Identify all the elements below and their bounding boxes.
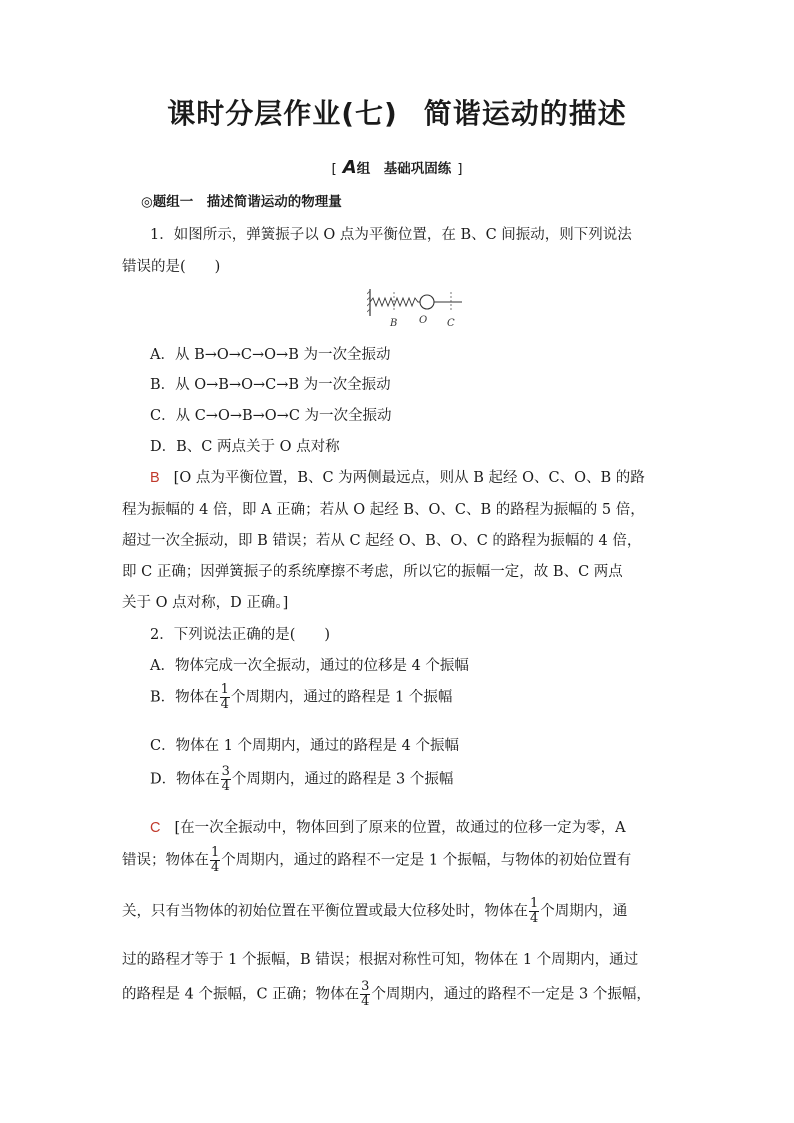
- q2-explanation-line2: [122, 846, 631, 875]
- q1-explanation-line4: 即 C 正确；因弹簧振子的系统摩擦不考虑，所以它的振幅一定，故 B、C 两点: [122, 564, 623, 580]
- oscillator-ball: [420, 295, 434, 309]
- q2-expl3-pre: 关，只有当物体的初始位置在平衡位置或最大位移处时，物体在: [122, 903, 528, 920]
- q2-expl-text1: [在一次全振动中，物体回到了原来的位置，故通过的位移一定为零，A: [174, 820, 626, 836]
- q1-explanation-line3: 超过一次全振动，即 B 错误；若从 C 起经 O、B、O、C 的路程为振幅的 4 倍，: [122, 533, 642, 549]
- q1-stem-line2: 错误的是( ): [122, 259, 221, 275]
- q2-expl2-post: 个周期内，通过的路程不一定是 1 个振幅，与物体的初始位置有: [221, 852, 632, 869]
- fraction-three-quarter: $\frac{3}{4}$: [361, 979, 370, 1009]
- q2-explanation-line4: 过的路程才等于 1 个振幅，B 错误；根据对称性可知，物体在 1 个周期内，通过: [122, 952, 639, 968]
- group-bracket-right: ]: [457, 161, 463, 177]
- q1-option-d: D．B、C 两点关于 O 点对称: [150, 439, 340, 455]
- q2-expl5-pre: 的路程是 4 个振幅，C 正确；物体在: [122, 986, 360, 1003]
- q2-expl2-pre: 错误；物体在: [122, 852, 209, 869]
- q2-option-c: C．物体在 1 个周期内，通过的路程是 4 个振幅: [150, 738, 459, 754]
- q2-expl3-post: 个周期内，通: [540, 903, 628, 920]
- fraction-one-quarter: $\frac{1}{4}$: [220, 682, 229, 712]
- q2-option-d-post: 个周期内，通过的路程是 3 个振幅: [231, 771, 454, 788]
- q1-answer: B: [150, 470, 160, 486]
- section-heading: [141, 190, 342, 210]
- q2-option-d: [150, 765, 453, 794]
- group-letter: A: [342, 157, 357, 178]
- q1-explanation-line2: 程为振幅的 4 倍，即 A 正确；若从 O 起经 B、O、C、B 的路程为振幅的 5 倍，: [122, 502, 645, 518]
- q1-explanation-line1: [150, 466, 645, 487]
- q2-option-b-pre: B．物体在: [150, 689, 219, 706]
- fraction-three-quarter: $\frac{3}{4}$: [221, 764, 230, 794]
- title-main: 课时分层作业(七): [167, 97, 398, 130]
- q2-option-d-pre: D．物体在: [150, 771, 220, 788]
- label-b: B: [390, 318, 398, 329]
- q2-stem: 2．下列说法正确的是( ): [150, 627, 331, 643]
- q2-expl5-post: 个周期内，通过的路程不一定是 3 个振幅，: [371, 986, 651, 1003]
- group-text: 组 基础巩固练: [356, 161, 452, 177]
- q1-stem-line1: 1．如图所示，弹簧振子以 O 点为平衡位置，在 B、C 间振动，则下列说法: [150, 227, 632, 243]
- q1-expl-text1: [O 点为平衡位置，B、C 为两侧最远点，则从 B 起经 O、C、O、B 的路: [173, 470, 645, 486]
- q2-option-b-post: 个周期内，通过的路程是 1 个振幅: [230, 689, 453, 706]
- q2-explanation-line3: [122, 897, 627, 926]
- group-bracket-left: [: [331, 161, 337, 177]
- group-label: [0, 157, 794, 178]
- page-title: [0, 92, 794, 132]
- label-o: O: [419, 315, 428, 326]
- title-sub: 简谐运动的描述: [423, 97, 627, 130]
- spring-oscillator-figure: [367, 286, 463, 332]
- label-c: C: [447, 318, 455, 329]
- section-mark: ◎: [141, 194, 153, 210]
- q2-explanation-line5: [122, 980, 651, 1009]
- q1-option-a: A．从 B→O→C→O→B 为一次全振动: [150, 347, 391, 363]
- fraction-one-quarter: $\frac{1}{4}$: [530, 896, 539, 926]
- q1-option-c: C．从 C→O→B→O→C 为一次全振动: [150, 408, 392, 424]
- q2-explanation-line1: [150, 816, 626, 837]
- fraction-one-quarter: $\frac{1}{4}$: [211, 845, 220, 875]
- q1-explanation-line5: 关于 O 点对称，D 正确。]: [122, 595, 289, 611]
- spring-coil: [370, 298, 420, 306]
- q2-answer: C: [150, 820, 161, 836]
- section-heading-text: 题组一 描述简谐运动的物理量: [152, 194, 342, 210]
- q1-option-b: B．从 O→B→O→C→B 为一次全振动: [150, 377, 391, 393]
- q2-option-a: A．物体完成一次全振动，通过的位移是 4 个振幅: [150, 658, 469, 674]
- q2-option-b: [150, 683, 452, 712]
